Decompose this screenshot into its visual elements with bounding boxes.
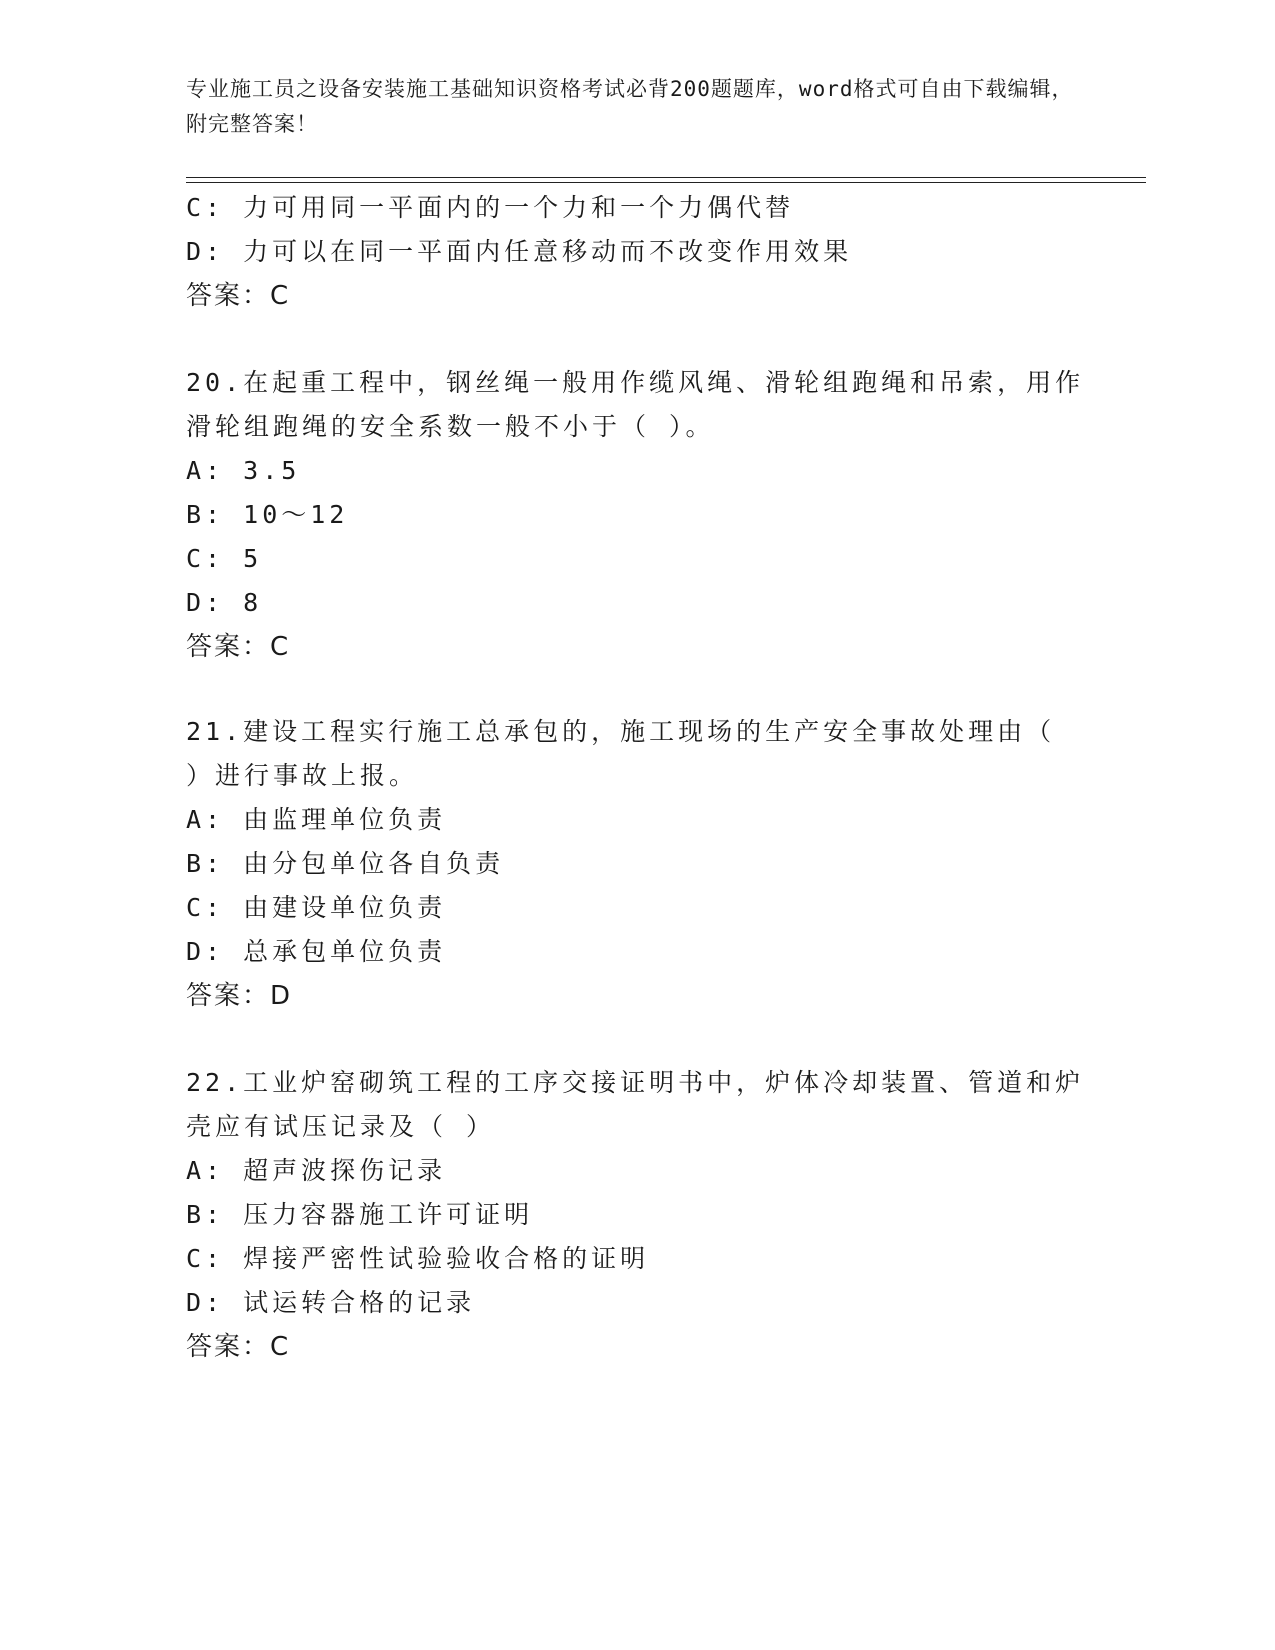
option-b: B: 10～12 [186, 500, 349, 529]
option-a: A: 超声波探伤记录 [186, 1156, 447, 1185]
answer-line: 答案：C [186, 1332, 291, 1362]
option-c: C: 5 [186, 544, 263, 573]
option-d: D: 总承包单位负责 [186, 937, 447, 966]
question-text: 22.工业炉窑砌筑工程的工序交接证明书中，炉体冷却装置、管道和炉 [186, 1068, 1085, 1097]
question-text-cont: 壳应有试压记录及（ ） [186, 1112, 496, 1141]
answer-line: 答案：C [186, 632, 291, 662]
option-d: D: 力可以在同一平面内任意移动而不改变作用效果 [186, 237, 853, 266]
header-divider-bottom [186, 182, 1146, 183]
answer-line: 答案：C [186, 281, 291, 311]
option-a: A: 3.5 [186, 456, 301, 485]
question-text-cont: 滑轮组跑绳的安全系数一般不小于（ ）。 [186, 412, 715, 441]
question-text-cont: ）进行事故上报。 [186, 761, 419, 790]
option-d: D: 8 [186, 588, 263, 617]
question-text: 20.在起重工程中，钢丝绳一般用作缆风绳、滑轮组跑绳和吊索，用作 [186, 368, 1085, 397]
option-c: C: 焊接严密性试验验收合格的证明 [186, 1244, 650, 1273]
document-header: 专业施工员之设备安装施工基础知识资格考试必背200题题库，word格式可自由下载编辑，附完整答案！ [186, 77, 1074, 136]
answer-line: 答案：D [186, 981, 293, 1011]
header-divider-top [186, 177, 1146, 178]
option-c: C: 由建设单位负责 [186, 893, 447, 922]
option-b: B: 压力容器施工许可证明 [186, 1200, 534, 1229]
option-a: A: 由监理单位负责 [186, 805, 447, 834]
question-text: 21.建设工程实行施工总承包的，施工现场的生产安全事故处理由（ [186, 717, 1056, 746]
option-d: D: 试运转合格的记录 [186, 1288, 476, 1317]
option-c: C: 力可用同一平面内的一个力和一个力偶代替 [186, 193, 795, 222]
option-b: B: 由分包单位各自负责 [186, 849, 505, 878]
